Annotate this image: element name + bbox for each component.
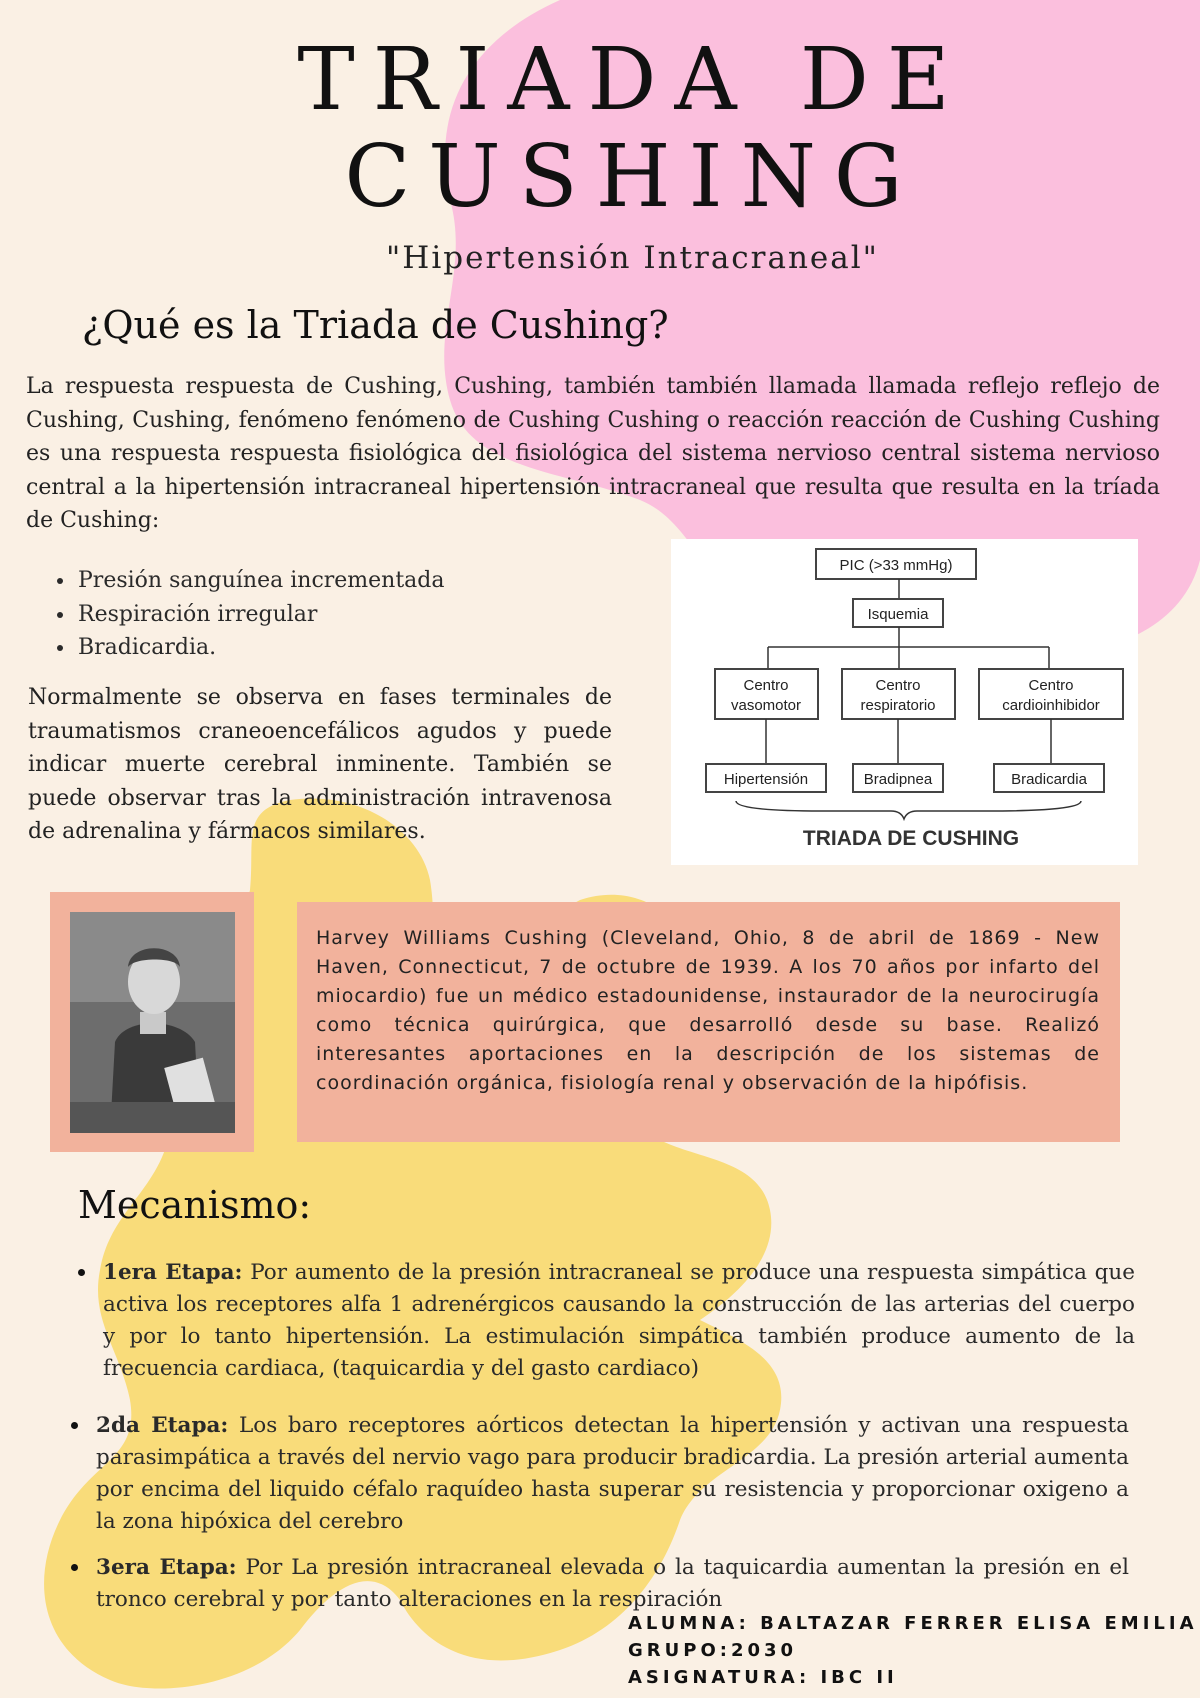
diagram-text-isquemia: Isquemia: [867, 606, 929, 623]
bullet-dot: [71, 1422, 78, 1429]
what-heading: ¿Qué es la Triada de Cushing?: [82, 303, 669, 347]
footer-student: ALUMNA: BALTAZAR FERRER ELISA EMILIA: [628, 1613, 1198, 1634]
triad-item: • Respiración irregular: [76, 598, 445, 632]
footer-group: GRUPO:2030: [628, 1640, 798, 1661]
diagram-text-center-1a: Centro: [743, 677, 789, 694]
stage-item: [96, 1410, 1129, 1538]
intro-paragraph: La respuesta respuesta de Cushing, Cushing, también también llamada llamada reflejo reflejo de Cushing, Cushing, fenómeno fenómeno de Cushing Cushing o reacción reacción de Cushing Cushing es una respuesta respuesta fisiológica del fisiológica del sistema nervioso central sistema nervioso central a la hipertensión intracraneal hipertensión intracraneal que resulta que resulta en la tríada de Cushing:: [26, 374, 1160, 533]
stage-text: Por aumento de la presión intracraneal se produce una respuesta simpática que activa los receptores alfa 1 adrenérgicos causando la construcción de las arterias del cuerpo y por lo tanto hipertensión. La estimulación simpática también produce aumento de la frecuencia cardiaca, (taquicardia y del gasto cardiaco): [103, 1260, 1135, 1381]
triad-item: • Presión sanguínea incrementada: [76, 564, 445, 598]
stage-label: 2da Etapa:: [96, 1413, 229, 1438]
diagram-text-outcome-1: Hipertensión: [723, 771, 809, 788]
diagram-text-outcome-3: Bradicardia: [1011, 771, 1087, 788]
triad-item: • Bradicardia.: [76, 631, 445, 665]
diagram-caption: TRIADA DE CUSHING: [802, 827, 1020, 850]
diagram-text-pic: PIC (>33 mmHg): [839, 557, 953, 574]
note-paragraph: Normalmente se observa en fases terminales de traumatismos craneoencefálicos agudos y puede indicar muerte cerebral inminente. También se puede observar tras la administración intravenosa de adrenalina y fármacos similares.: [28, 685, 612, 844]
diagram-text-center-3a: Centro: [1028, 677, 1074, 694]
bio-box: Harvey Williams Cushing (Cleveland, Ohio, 8 de abril de 1869 - New Haven, Connecticut, 7 de octubre de 1939. A los 70 años por infarto del miocardio) fue un médico estadounidense, instaurador de la neurocirugía como técnica quirúrgica, que desarrolló desde su base. Realizó interesantes aportaciones en la descripción de los sistemas de coordinación orgánica, fisiología renal y observación de la hipófisis.: [297, 902, 1120, 1142]
stage-text: Por La presión intracraneal elevada o la taquicardia aumentan la presión en el tronco cerebral y por tanto alteraciones en la respiración: [96, 1555, 1129, 1612]
bullet-dot: [71, 1564, 78, 1571]
footer-subject: ASIGNATURA: IBC II: [628, 1667, 898, 1688]
page-title-line1: TRIADA DE: [297, 30, 968, 130]
stage-label: 3era Etapa:: [96, 1555, 237, 1580]
diagram-text-center-2a: Centro: [875, 677, 921, 694]
diagram-text-center-1b: vasomotor: [730, 697, 802, 714]
diagram-text-center-2b: respiratorio: [860, 697, 936, 714]
triad-diagram: [671, 539, 1138, 865]
portrait-photo: [70, 912, 235, 1133]
page-subtitle: "Hipertensión Intracraneal": [386, 240, 879, 276]
stage-label: 1era Etapa:: [103, 1260, 243, 1285]
diagram-brace: [736, 801, 1081, 819]
triad-list: [28, 564, 445, 665]
diagram-text-outcome-2: Bradipnea: [863, 771, 933, 788]
footer-info: [628, 1610, 1198, 1691]
stage-item: [96, 1552, 1129, 1616]
page-title-line2: CUSHING: [344, 127, 921, 227]
bullet-dot: [78, 1269, 85, 1276]
diagram-text-center-3b: cardioinhibidor: [1002, 697, 1100, 714]
mechanism-heading: Mecanismo:: [78, 1183, 312, 1227]
triad-flowchart: [671, 539, 1138, 865]
stage-text: Los baro receptores aórticos detectan la hipertensión y activan una respuesta parasimpática a través del nervio vago para producir bradicardia. La presión arterial aumenta por encima del liquido céfalo raquídeo hasta superar su resistencia y proporcionar oxigeno a la zona hipóxica del cerebro: [96, 1413, 1130, 1534]
stage-item: [103, 1257, 1135, 1385]
